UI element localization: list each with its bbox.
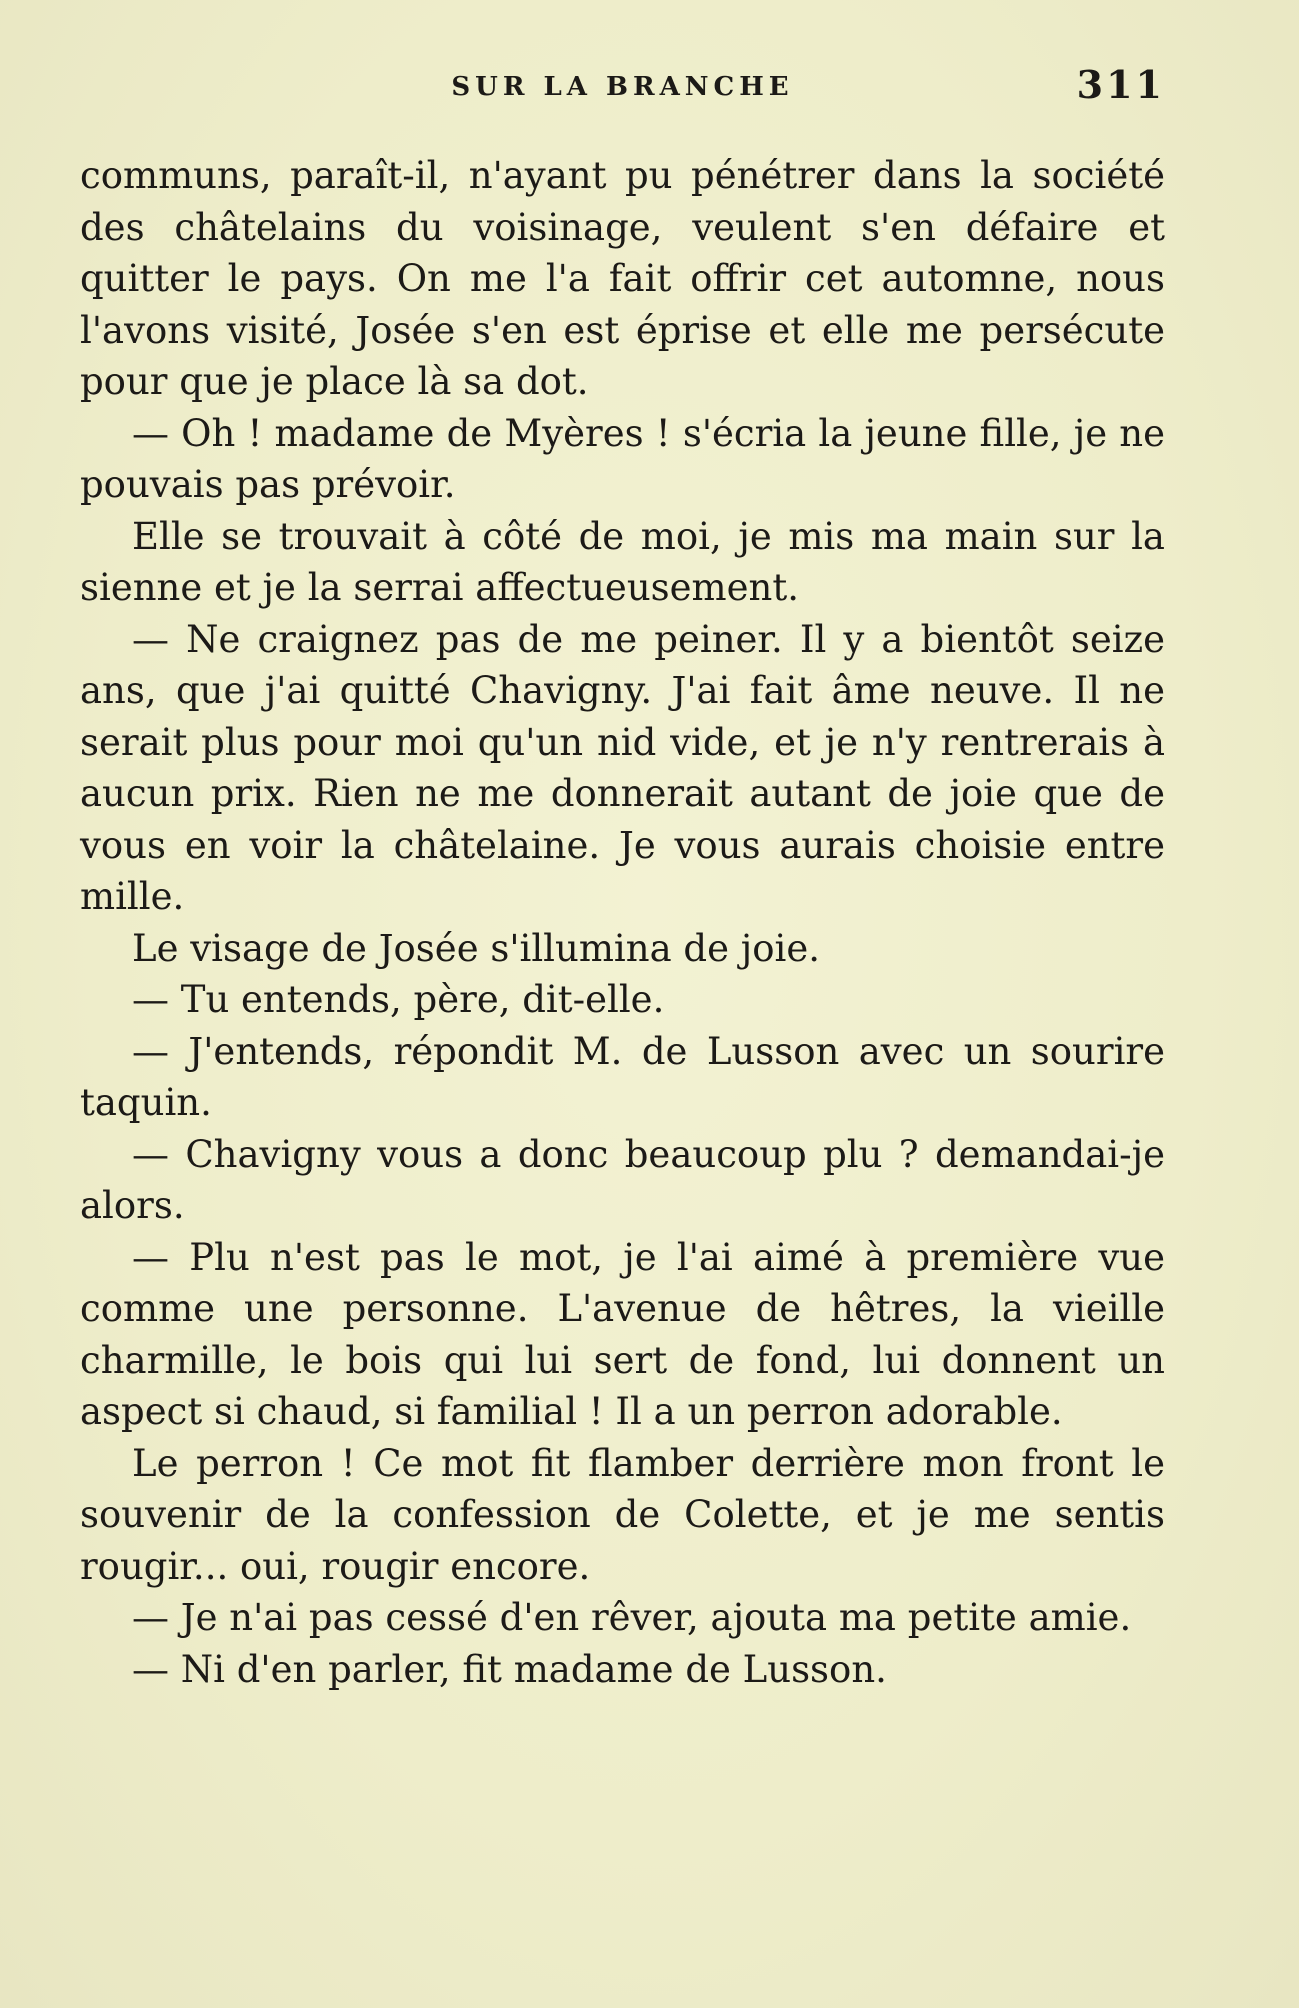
paragraph: Le perron ! Ce mot fit flamber derrière mon front le souvenir de la confession de Colette, et je me sentis rougir... oui, rougir encore. (80, 1441, 1165, 1588)
paragraph: Elle se trouvait à côté de moi, je mis ma main sur la sienne et je la serrai affectueusement. (80, 514, 1165, 609)
page-header (80, 62, 1165, 112)
paragraph: — Ni d'en parler, fit madame de Lusson. (132, 1647, 887, 1691)
paragraph: Le visage de Josée s'illumina de joie. (132, 926, 820, 970)
paragraph: — Tu entends, père, dit-elle. (132, 978, 665, 1021)
paragraph: — Chavigny vous a donc beaucoup plu ? demandai-je alors. (80, 1132, 1165, 1227)
paragraph: communs, paraît-il, n'ayant pu pénétrer dans la société des châtelains du voisinage, veulent s'en défaire et quitter le pays. On me l'a fait offrir cet automne, nous l'avons visité, Josée s'en est éprise et elle me persécute pour que je place là sa dot. (80, 154, 1165, 403)
running-title: SUR LA BRANCHE (451, 72, 794, 102)
paragraph: — Je n'ai pas cessé d'en rêver, ajouta ma petite amie. (132, 1596, 1132, 1639)
body-text (80, 150, 1165, 1695)
paragraph: — Ne craignez pas de me peiner. Il y a bientôt seize ans, que j'ai quitté Chavigny. J'ai fait âme neuve. Il ne serait plus pour moi qu'un nid vide, et je n'y rentrerais à aucun prix. Rien ne me donnerait autant de joie que de vous en voir la châtelaine. Je vous aurais choisie entre mille. (80, 617, 1165, 918)
page-number: 311 (1076, 62, 1165, 107)
paragraph: — J'entends, répondit M. de Lusson avec un sourire taquin. (80, 1029, 1165, 1124)
paragraph: — Plu n'est pas le mot, je l'ai aimé à première vue comme une personne. L'avenue de hêtres, la vieille charmille, le bois qui lui sert de fond, lui donnent un aspect si chaud, si familial ! Il a un perron adorable. (80, 1235, 1165, 1433)
paragraph: — Oh ! madame de Myères ! s'écria la jeune fille, je ne pouvais pas prévoir. (80, 411, 1165, 506)
